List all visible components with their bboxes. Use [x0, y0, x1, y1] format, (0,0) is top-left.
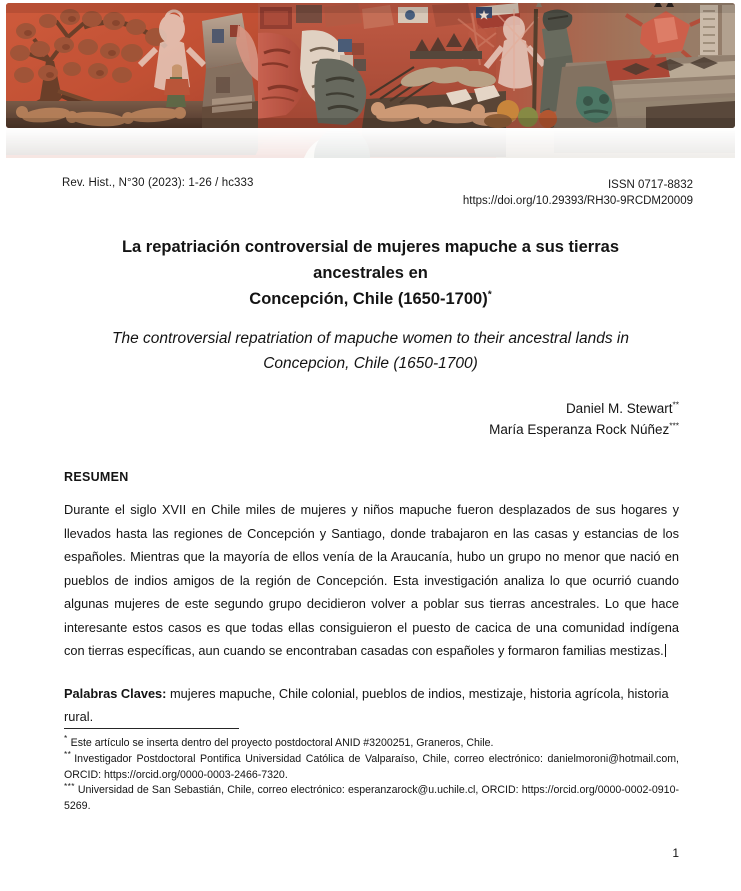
mural-artwork-image — [6, 3, 735, 128]
abstract-heading: RESUMEN — [64, 470, 129, 484]
footnote-text: Investigador Postdoctoral Pontifica Universidad Católica de Valparaíso, Chile, correo electrónico: danielmoroni@hotmail.com, ORCID: https://orcid.org/0000-0003-2466-7320. — [64, 752, 679, 781]
footnote-mark: *** — [64, 781, 75, 791]
article-title-spanish — [76, 234, 665, 312]
footnote-item — [64, 752, 679, 784]
title-block — [0, 234, 741, 376]
abstract-body: Durante el siglo XVII en Chile miles de mujeres y niños mapuche fueron desplazados de sus hogares y llevados hasta las regiones de Concepción y Santiago, donde trabajaron en las casas y estancias de los españoles. Mientras que la mayoría de ellos venía de la Araucanía, hubo un grupo no menor que nació en pueblos de indios amigos de la región de Concepción. Esta investigación analiza lo que ocurrió cuando algunas mujeres de este segundo grupo decidieron volver a poblar sus tierras ancestrales. Lo que hace interesante estos casos es que todas ellas consiguieron el puesto de cacica de una comunidad indígena con tierras específicas, aun cuando se encontraban casadas con españoles y formaron familias mestizas. — [64, 502, 679, 658]
footnote-mark: ** — [64, 750, 72, 760]
keywords-label: Palabras Claves: — [64, 685, 167, 701]
title-english-line1: The controversial repatriation of mapuche women to their ancestral lands in — [112, 330, 629, 347]
mural-reflection — [6, 128, 735, 158]
issn-text: ISSN 0717-8832 — [607, 179, 693, 191]
footnotes-block — [0, 728, 741, 815]
doi-link[interactable]: https://doi.org/10.29393/RH30-9RCDM20009 — [462, 195, 693, 207]
footnote-mark: * — [64, 734, 68, 744]
page-number: 1 — [672, 846, 679, 860]
journal-metadata-row — [0, 160, 741, 208]
footnote-text: Universidad de San Sebastián, Chile, correo electrónico: esperanzarock@u.uchile.cl, ORCID: https://orcid.org/0000-0002-0910-5269. — [64, 784, 679, 813]
author-name: María Esperanza Rock Núñez — [489, 422, 670, 437]
authors-block — [0, 398, 741, 440]
title-english-line2: Concepcion, Chile (1650-1700) — [263, 355, 478, 372]
banner-region — [0, 0, 741, 160]
footnote-separator-rule — [64, 728, 239, 729]
title-spanish-line1: La repatriación controversial de mujeres mapuche a sus tierras ancestrales en — [121, 238, 620, 282]
author-entry — [0, 398, 679, 419]
author-name: Daniel M. Stewart — [565, 401, 673, 416]
journal-reference: Rev. Hist., N°30 (2023): 1-26 / hc333 — [62, 177, 254, 189]
abstract-text — [64, 498, 679, 663]
mural-illustration — [6, 3, 735, 128]
keywords-block — [64, 682, 679, 729]
text-cursor — [665, 644, 666, 657]
author-footnote-mark[interactable]: *** — [669, 420, 679, 431]
keywords-list: mujeres mapuche, Chile colonial, pueblos de indios, mestizaje, historia agrícola, historia rural. — [64, 685, 669, 724]
issn-doi-block — [463, 177, 693, 209]
footnote-item — [64, 736, 679, 752]
footnote-text: Este artículo se inserta dentro del proyecto postdoctoral ANID #3200251, Graneros, Chile. — [70, 737, 494, 749]
title-footnote-mark[interactable]: * — [487, 289, 492, 301]
footnote-item — [64, 783, 679, 815]
title-spanish-line2: Concepción, Chile (1650-1700) — [249, 290, 488, 308]
author-footnote-mark[interactable]: ** — [672, 399, 679, 410]
abstract-block — [0, 470, 741, 729]
article-title-english — [76, 326, 665, 376]
author-entry — [0, 419, 679, 440]
